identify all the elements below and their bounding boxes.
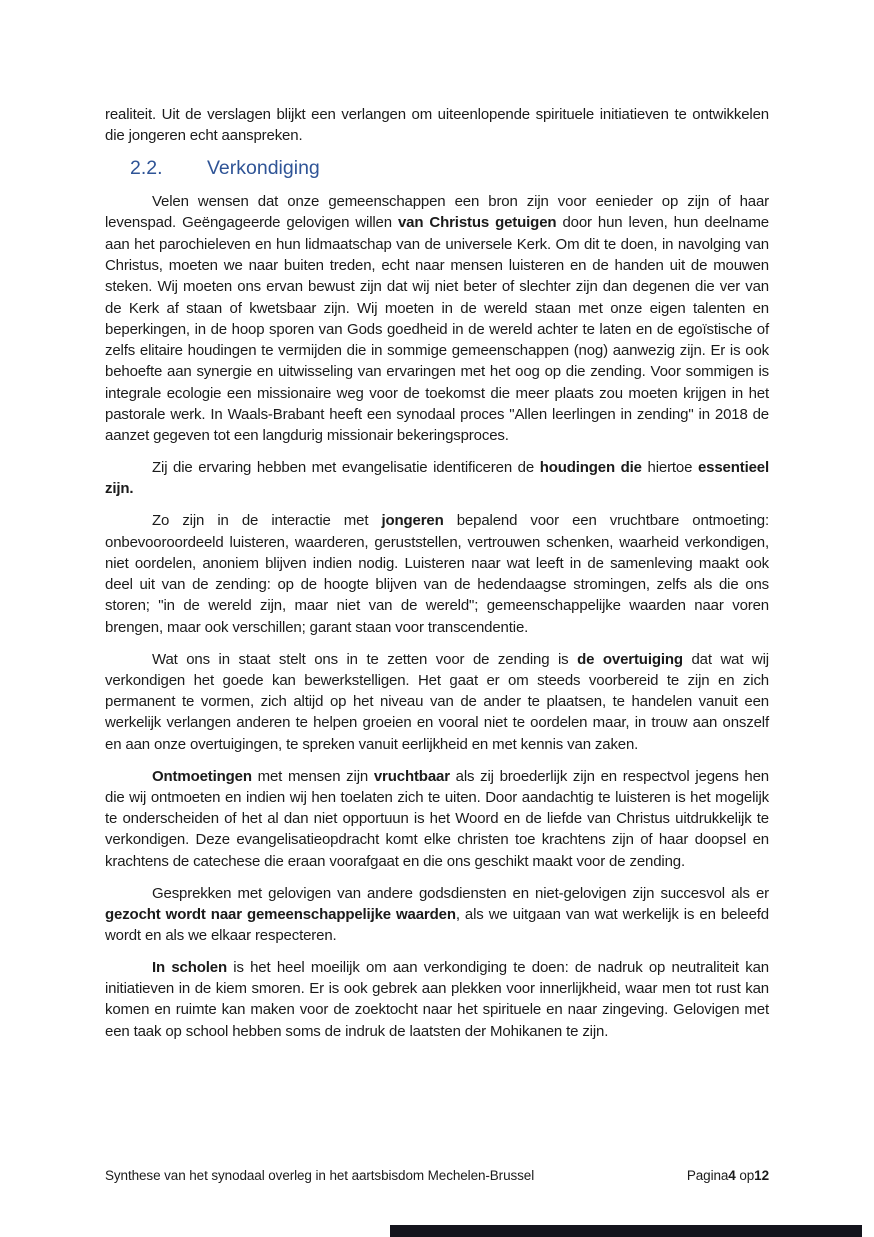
bottom-bar: [390, 1225, 862, 1237]
heading-title: Verkondiging: [207, 157, 320, 180]
body-paragraph: Velen wensen dat onze gemeenschappen een bron zijn voor eenieder op zijn of haar levenspad. Geëngageerde gelovigen willen van Christus getuigen door hun leven, hun deelname aan het parochieleven en hun lidmaatschap van de universele Kerk. Om dit te doen, in navolging van Christus, moeten we naar buiten treden, echt naar mensen luisteren en de handen uit de mouwen steken. Wij moeten ons ervan bewust zijn dat wij niet beter of slechter zijn dan degenen die ver van de Kerk af staan of kwetsbaar zijn. Wij moeten in de wereld staan met onze eigen talenten en beperkingen, in de hoop sporen van Gods goedheid in de wereld achter te laten en de egoïstische of zelfs elitaire houdingen te vermijden die in sommige gemeenschappen (nog) aanwezig zijn. Er is ook behoefte aan synergie en uitwisseling van ervaringen met het oog op die zending. Voor sommigen is integrale ecologie een missionaire weg voor de toekomst die meer plaats zou moeten krijgen in het pastorale werk. In Waals-Brabant heeft een synodaal proces "Allen leerlingen in zending" in 2018 de aanzet gegeven tot een langdurig missionair bekeringsproces.: [105, 193, 769, 445]
page-text-block: [105, 104, 769, 1053]
heading-number: 2.2.: [130, 157, 163, 180]
footer-left-text: Synthese van het synodaal overleg in het aartsbisdom Mechelen-Brussel: [105, 1168, 535, 1183]
body-paragraph: Gesprekken met gelovigen van andere godsdiensten en niet-gelovigen zijn succesvol als er gezocht wordt naar gemeenschappelijke waarden, als we uitgaan van wat werkelijk is en beleefd wordt en als we elkaar respecteren.: [105, 884, 769, 945]
footer-page-number: Pagina4 op12: [686, 1168, 769, 1183]
body-paragraph: In scholen is het heel moeilijk om aan verkondiging te doen: de nadruk op neutraliteit kan initiatieven in de kiem smoren. Er is ook gebrek aan plekken voor innerlijkheid, waar men tot rust kan komen en ruimte kan maken voor de zoektocht naar het spirituele en naar zingeving. Gelovigen met een taak op school hebben soms de indruk de laatsten der Mohikanen te zijn.: [105, 958, 769, 1040]
body-paragraph: Ontmoetingen met mensen zijn vruchtbaar als zij broederlijk zijn en respectvol jegens hen die wij ontmoeten en indien wij hen toelaten zich te uiten. Door aandachtig te luisteren is het mogelijk te onderscheiden of het al dan niet opportuun is het Woord en de liefde van Christus uitdrukkelijk te verkondigen. Deze evangelisatieopdracht komt elke christen toe krachtens zijn of haar doopsel en krachtens de catechese die eraan voorafgaat en die ons geschikt maakt voor de zending.: [105, 767, 770, 870]
body-paragraph: Zo zijn in de interactie met jongeren bepalend voor een vruchtbare ontmoeting: onbevooroordeeld luisteren, waarderen, geruststellen, vertrouwen schenken, waarheid verkondigen, niet oordelen, anoniem blijven indien nodig. Luisteren naar wat leeft in de samenleving maakt ook deel uit van de zending: op de hoogte blijven van de hedendaagse stromingen, zelfs als die ons storen; "in de wereld zijn, maar niet van de wereld"; gemeenschappelijke waarden naar voren brengen, maar ook verschillen; garant staan voor transcendentie.: [105, 512, 769, 636]
intro-paragraph: realiteit. Uit de verslagen blijkt een verlangen om uiteenlopende spirituele initiatieven te ontwikkelen die jongeren echt aanspreken.: [105, 106, 769, 145]
body-paragraph: Zij die ervaring hebben met evangelisatie identificeren de houdingen die hiertoe essentieel zijn.: [105, 459, 769, 498]
body-paragraph: Wat ons in staat stelt ons in te zetten voor de zending is de overtuiging dat wat wij verkondigen het goede kan bewerkstelligen. Het gaat er om steeds voorbereid te zijn en zich permanent te vormen, zich altijd op het niveau van de ander te plaatsen, te handelen vanuit een werkelijk verlangen anderen te helpen groeien en vooral niet te oordelen maar, in trouw aan onszelf en aan onze overtuigingen, te spreken vanuit eerlijkheid en met kennis van zaken.: [105, 650, 769, 753]
section-heading: [105, 157, 769, 180]
page-footer: [105, 1167, 769, 1185]
